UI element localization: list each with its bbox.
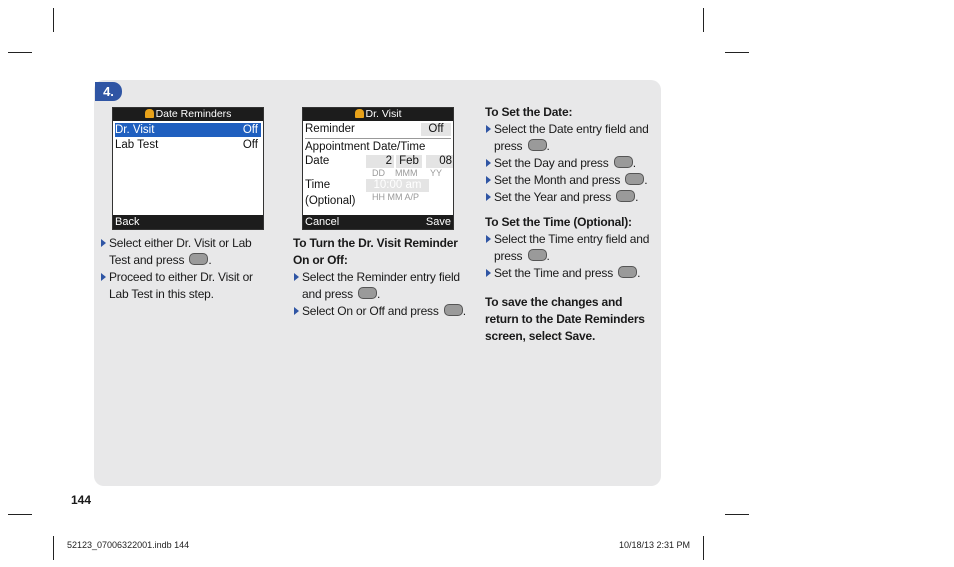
bullet-arrow-icon (101, 273, 106, 281)
instruction-bullet: Set the Day and press . (485, 155, 655, 172)
bullet-arrow-icon (486, 235, 491, 243)
ok-button-icon (618, 266, 637, 278)
bell-icon (355, 109, 364, 118)
save-button[interactable]: Save (425, 216, 451, 228)
bullet-arrow-icon (486, 159, 491, 167)
ok-button-icon (614, 156, 633, 168)
row-label: Dr. Visit (115, 124, 155, 136)
instructions-column-1 (100, 235, 260, 303)
crop-mark (8, 52, 32, 53)
row-label: Lab Test (115, 139, 159, 151)
instruction-text: Proceed to either Dr. Visit or Lab Test in this step. (109, 270, 253, 301)
row-value: Off (242, 124, 258, 136)
date-reminders-screen (112, 107, 264, 230)
bullet-arrow-icon (101, 239, 106, 247)
day-hint: DD (372, 168, 385, 178)
time-field[interactable]: 10:00 am (366, 179, 429, 192)
day-field[interactable]: 2 (366, 155, 394, 168)
step-badge: 4. (95, 82, 122, 101)
instruction-text: Select On or Off and press (302, 304, 439, 318)
instruction-bullet: Select either Dr. Visit or Lab Test and press . (100, 235, 260, 269)
instruction-bullet: Select the Date entry field and press . (485, 121, 655, 155)
instruction-text: Select the Date entry field and press (494, 122, 649, 153)
crop-mark (8, 514, 32, 515)
year-field[interactable]: 08 (426, 155, 453, 168)
instruction-bullet: Select the Time entry field and press . (485, 231, 655, 265)
month-field[interactable]: Feb (396, 155, 422, 168)
month-hint: MMM (395, 168, 418, 178)
save-note: To save the changes and return to the Date Reminders screen, select Save. (485, 295, 645, 343)
slug-timestamp: 10/18/13 2:31 PM (619, 540, 691, 550)
crop-mark (703, 536, 704, 560)
row-value: Off (242, 139, 258, 151)
crop-mark (703, 8, 704, 32)
ok-button-icon (616, 190, 635, 202)
cancel-button[interactable]: Cancel (305, 216, 340, 228)
reminder-value-field[interactable]: Off (421, 123, 451, 136)
screen-bottom-bar (303, 215, 453, 229)
dr-visit-screen (302, 107, 454, 230)
instruction-text: Select the Time entry field and press (494, 232, 650, 263)
ok-button-icon (189, 253, 208, 265)
ok-button-icon (528, 139, 547, 151)
instruction-bullet: Set the Month and press . (485, 172, 655, 189)
reminder-row[interactable] (305, 122, 451, 136)
screen-bottom-bar (113, 215, 263, 229)
ok-button-icon (528, 249, 547, 261)
appointment-label: Appointment Date/Time (305, 141, 426, 153)
crop-mark (53, 8, 54, 32)
bullet-arrow-icon (486, 176, 491, 184)
crop-mark (53, 536, 54, 560)
instruction-bullet: Select the Reminder entry field and press . (293, 269, 468, 303)
reminder-label: Reminder (305, 123, 355, 135)
instruction-text: Set the Day and press (494, 156, 609, 170)
time-label: Time (305, 179, 331, 191)
instruction-bullet: Set the Time and press . (485, 265, 655, 282)
instruction-bullet: Set the Year and press . (485, 189, 655, 206)
section-heading: To Set the Time (Optional): (485, 215, 632, 229)
bullet-arrow-icon (486, 269, 491, 277)
instructions-column-2 (293, 235, 468, 320)
screen-title: Dr. Visit (365, 108, 402, 120)
ok-button-icon (358, 287, 377, 299)
crop-mark (725, 514, 749, 515)
ok-button-icon (444, 304, 463, 316)
instruction-text: Set the Time and press (494, 266, 613, 280)
dr-visit-row[interactable] (115, 123, 261, 137)
section-heading: To Set the Date: (485, 105, 573, 119)
crop-mark (725, 52, 749, 53)
bullet-arrow-icon (486, 193, 491, 201)
back-button[interactable]: Back (115, 216, 140, 228)
date-label: Date (305, 155, 330, 167)
instruction-bullet: Select On or Off and press . (293, 303, 468, 320)
section-heading: To Turn the Dr. Visit Reminder On or Off: (293, 236, 458, 267)
instruction-text: Select either Dr. Visit or Lab Test and press (109, 236, 252, 267)
bell-icon (145, 109, 154, 118)
screen-title-bar (303, 108, 453, 121)
screen-title: Date Reminders (155, 108, 232, 120)
instruction-bullet (100, 269, 260, 303)
bullet-arrow-icon (294, 273, 299, 281)
slug-filename: 52123_07006322001.indb 144 (67, 540, 190, 550)
page-number: 144 (71, 493, 92, 507)
bullet-arrow-icon (294, 307, 299, 315)
year-hint: YY (430, 168, 443, 178)
instructions-column-3 (485, 104, 655, 345)
optional-label: (Optional) (305, 195, 356, 207)
ok-button-icon (625, 173, 644, 185)
screen-title-bar (113, 108, 263, 121)
instruction-text: Select the Reminder entry field and press (302, 270, 460, 301)
lab-test-row[interactable] (115, 138, 261, 152)
time-hint: HH MM A/P (372, 192, 420, 202)
divider (305, 138, 451, 139)
instruction-text: Set the Month and press (494, 173, 621, 187)
bullet-arrow-icon (486, 125, 491, 133)
instruction-text: Set the Year and press (494, 190, 612, 204)
